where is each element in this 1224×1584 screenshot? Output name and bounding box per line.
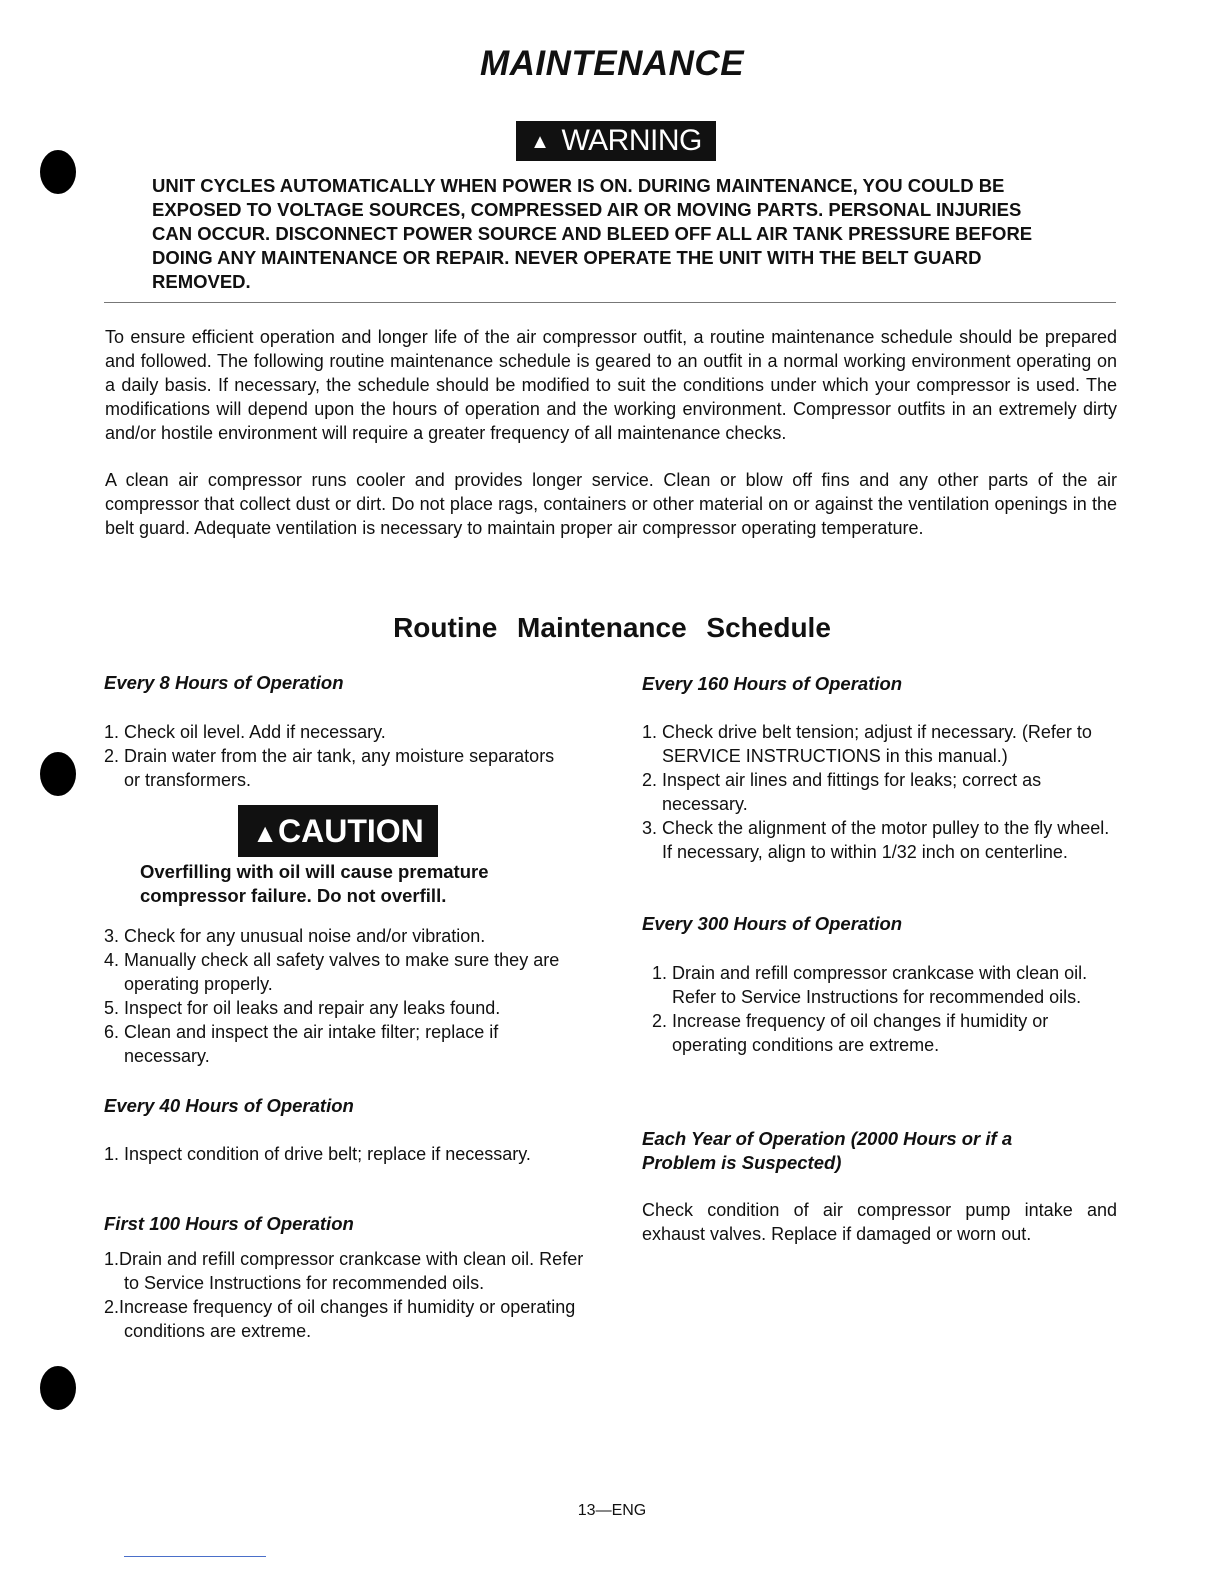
divider <box>104 302 1116 303</box>
list-item: 1. Check oil level. Add if necessary. <box>104 722 386 742</box>
section-heading-every-40: Every 40 Hours of Operation <box>104 1095 354 1116</box>
list-first-100 <box>104 1247 584 1343</box>
list-item: 5. Inspect for oil leaks and repair any leaks found. <box>104 998 501 1018</box>
list-item: 2. Increase frequency of oil changes if humidity or operating conditions are extreme. <box>652 1011 1049 1055</box>
list-item: 2.Increase frequency of oil changes if humidity or operating conditions are extreme. <box>104 1297 576 1341</box>
list-item: 1. Drain and refill compressor crankcase with clean oil. Refer to Service Instructions for recommended oils. <box>652 963 1088 1007</box>
binder-hole <box>40 150 76 194</box>
list-item: 6. Clean and inspect the air intake filter; replace if necessary. <box>104 1022 499 1066</box>
intro-paragraph-2: A clean air compressor runs cooler and provides longer service. Clean or blow off fins and any other parts of the air compressor that collect dust or dirt. Do not place rags, containers or other material on or against the ventilation openings in the belt guard. Adequate ventilation is necessary to maintain proper air compressor operating temperature. <box>105 470 1117 538</box>
page-number: 13—ENG <box>577 1502 647 1519</box>
yearly-text: Check condition of air compressor pump intake and exhaust valves. Replace if damaged or worn out. <box>642 1200 1117 1244</box>
warning-text: UNIT CYCLES AUTOMATICALLY WHEN POWER IS ON. DURING MAINTENANCE, YOU COULD BE EXPOSED TO VOLTAGE SOURCES, COMPRESSED AIR OR MOVING PARTS. PERSONAL INJURIES CAN OCCUR. DISCONNECT POWER SOURCE AND BLEED OFF ALL AIR TANK PRESSURE BEFORE DOING ANY MAINTENANCE OR REPAIR. NEVER OPERATE THE UNIT WITH THE BELT GUARD REMOVED. <box>152 175 1033 292</box>
binder-hole <box>40 1366 76 1410</box>
list-item: 1. Check drive belt tension; adjust if necessary. (Refer to SERVICE INSTRUCTIONS in this manual.) <box>642 722 1092 766</box>
schedule-title: Routine Maintenance Schedule <box>393 612 831 643</box>
caution-triangle-icon: ▲ <box>252 818 278 848</box>
list-item: 3. Check the alignment of the motor pulley to the fly wheel. If necessary, align to within 1/32 inch on centerline. <box>642 818 1110 862</box>
warning-triangle-icon: ▲ <box>530 131 550 153</box>
list-every-8-b <box>104 924 574 1068</box>
list-every-160 <box>642 720 1117 864</box>
section-heading-yearly: Each Year of Operation (2000 Hours or if a Problem is Suspected) <box>642 1128 1013 1173</box>
binder-hole <box>40 752 76 796</box>
caution-badge <box>238 805 438 857</box>
intro-paragraph-1: To ensure efficient operation and longer life of the air compressor outfit, a routine maintenance schedule should be prepared and followed. The following routine maintenance schedule is geared to an outfit in a normal working environment operating on a daily basis. If necessary, the schedule should be modified to suit the conditions under which your compressor is used. The modifications will depend upon the hours of operation and the working environment. Compressor outfits in an extremely dirty and/or hostile environment will require a greater frequency of all maintenance checks. <box>105 327 1117 443</box>
warning-badge <box>516 121 716 161</box>
caution-text: Overfilling with oil will cause premature compressor failure. Do not overfill. <box>140 861 489 906</box>
list-item: 3. Check for any unusual noise and/or vibration. <box>104 926 486 946</box>
list-every-40 <box>104 1142 584 1166</box>
caution-label: CAUTION <box>277 813 424 849</box>
scan-edge-line <box>124 1556 266 1557</box>
section-heading-every-160: Every 160 Hours of Operation <box>642 673 903 694</box>
page-title: MAINTENANCE <box>479 44 745 83</box>
list-item: 4. Manually check all safety valves to make sure they are operating properly. <box>104 950 560 994</box>
section-heading-every-300: Every 300 Hours of Operation <box>642 913 903 934</box>
list-every-8-a <box>104 720 574 792</box>
list-item: 2. Inspect air lines and fittings for leaks; correct as necessary. <box>642 770 1042 814</box>
section-heading-first-100: First 100 Hours of Operation <box>104 1213 354 1234</box>
list-item: 1.Drain and refill compressor crankcase with clean oil. Refer to Service Instructions for recommended oils. <box>104 1249 584 1293</box>
warning-label: WARNING <box>561 124 702 157</box>
list-item: 1. Inspect condition of drive belt; replace if necessary. <box>104 1144 531 1164</box>
list-item: 2. Drain water from the air tank, any moisture separators or transformers. <box>104 746 555 790</box>
list-every-300 <box>652 961 1117 1057</box>
section-heading-every-8: Every 8 Hours of Operation <box>104 672 344 693</box>
